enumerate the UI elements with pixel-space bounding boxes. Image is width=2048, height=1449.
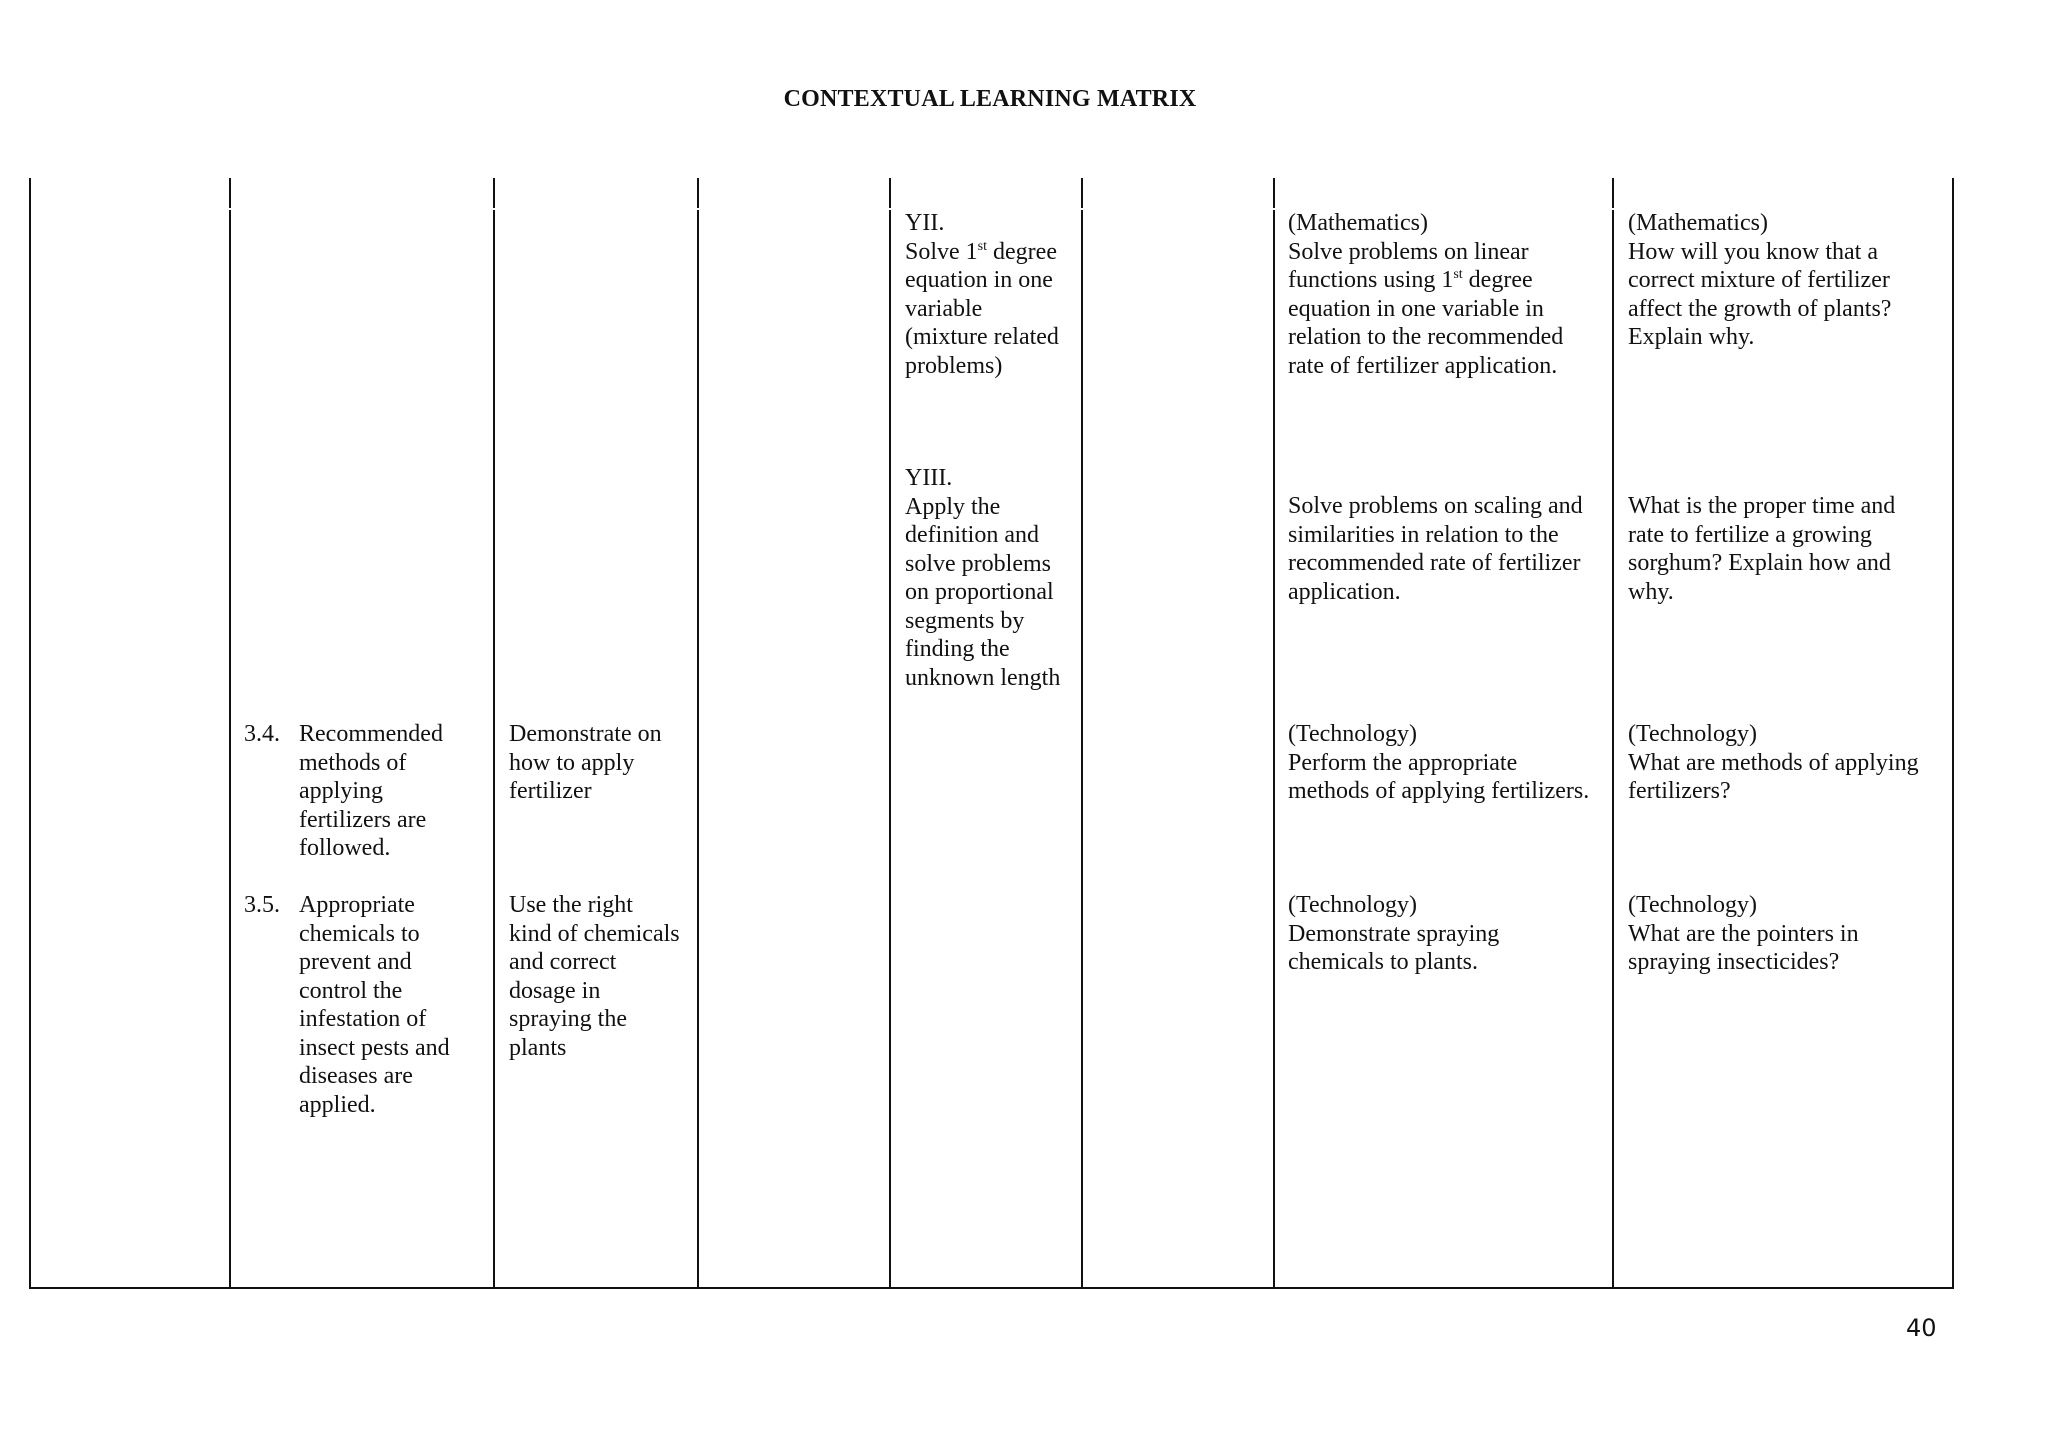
table-border-left — [29, 178, 31, 1289]
activity-yii — [1288, 209, 1563, 380]
activity-text-start: Solve problems on linear functions using 1 — [1288, 238, 1529, 293]
question-3-5: (Technology) What are the pointers in spraying insecticides? — [1628, 892, 1859, 975]
column-divider — [889, 178, 891, 208]
page-title: CONTEXTUAL LEARNING MATRIX — [783, 86, 1197, 112]
column-divider — [1081, 210, 1083, 1289]
column-divider — [1612, 210, 1614, 1289]
criteria-number: 3.5. — [244, 892, 280, 918]
competency-text-rest: degree equation in one variable (mixture related problems) — [905, 238, 1059, 379]
column-divider — [697, 178, 699, 208]
column-divider — [493, 210, 495, 1289]
activity-3-4: (Technology) Perform the appropriate methods of applying fertilizers. — [1288, 721, 1590, 804]
column-divider — [1612, 178, 1614, 208]
skill-3-4: Demonstrate on how to apply fertilizer — [509, 721, 662, 804]
column-divider — [229, 210, 231, 1289]
question-yiii: What is the proper time and rate to fertilize a growing sorghum? Explain how and why. — [1628, 493, 1896, 605]
competency-yii — [905, 209, 1059, 380]
column-divider — [1273, 178, 1275, 208]
column-divider — [697, 210, 699, 1289]
column-divider — [229, 178, 231, 208]
question-yii: (Mathematics) How will you know that a correct mixture of fertilizer affect the growth of plants? Explain why. — [1628, 210, 1892, 350]
activity-yiii: Solve problems on scaling and similarities in relation to the recommended rate of fertilizer application. — [1288, 493, 1583, 605]
column-divider — [1273, 210, 1275, 1289]
criteria-number: 3.4. — [244, 721, 280, 747]
activity-subject: (Mathematics) — [1288, 210, 1428, 236]
column-divider — [493, 178, 495, 208]
activity-text-rest: degree equation in one variable in relation to the recommended rate of fertilizer application. — [1288, 267, 1564, 379]
column-divider — [889, 210, 891, 1289]
competency-yiii — [905, 464, 1060, 692]
competency-label: YII. — [905, 210, 945, 236]
skill-3-5: Use the right kind of chemicals and correct dosage in spraying the plants — [509, 892, 680, 1061]
column-divider — [1081, 178, 1083, 208]
criteria-3-5: Appropriate chemicals to prevent and control the infestation of insect pests and diseases are applied. — [299, 892, 450, 1118]
table-border-right — [1952, 178, 1954, 1289]
competency-text-start: Solve 1 — [905, 238, 978, 265]
competency-label: YIII. — [905, 465, 953, 491]
question-3-4: (Technology) What are methods of applying fertilizers? — [1628, 721, 1919, 804]
page-number: 40 — [1906, 1314, 1937, 1342]
criteria-3-4: Recommended methods of applying fertilizers are followed. — [299, 721, 443, 861]
activity-3-5: (Technology) Demonstrate spraying chemicals to plants. — [1288, 892, 1500, 975]
ordinal-suffix: st — [1453, 267, 1463, 282]
competency-text: Apply the definition and solve problems on proportional segments by finding the unknown length — [905, 493, 1061, 691]
ordinal-suffix: st — [977, 238, 988, 254]
table-border-bottom — [29, 1287, 1954, 1289]
